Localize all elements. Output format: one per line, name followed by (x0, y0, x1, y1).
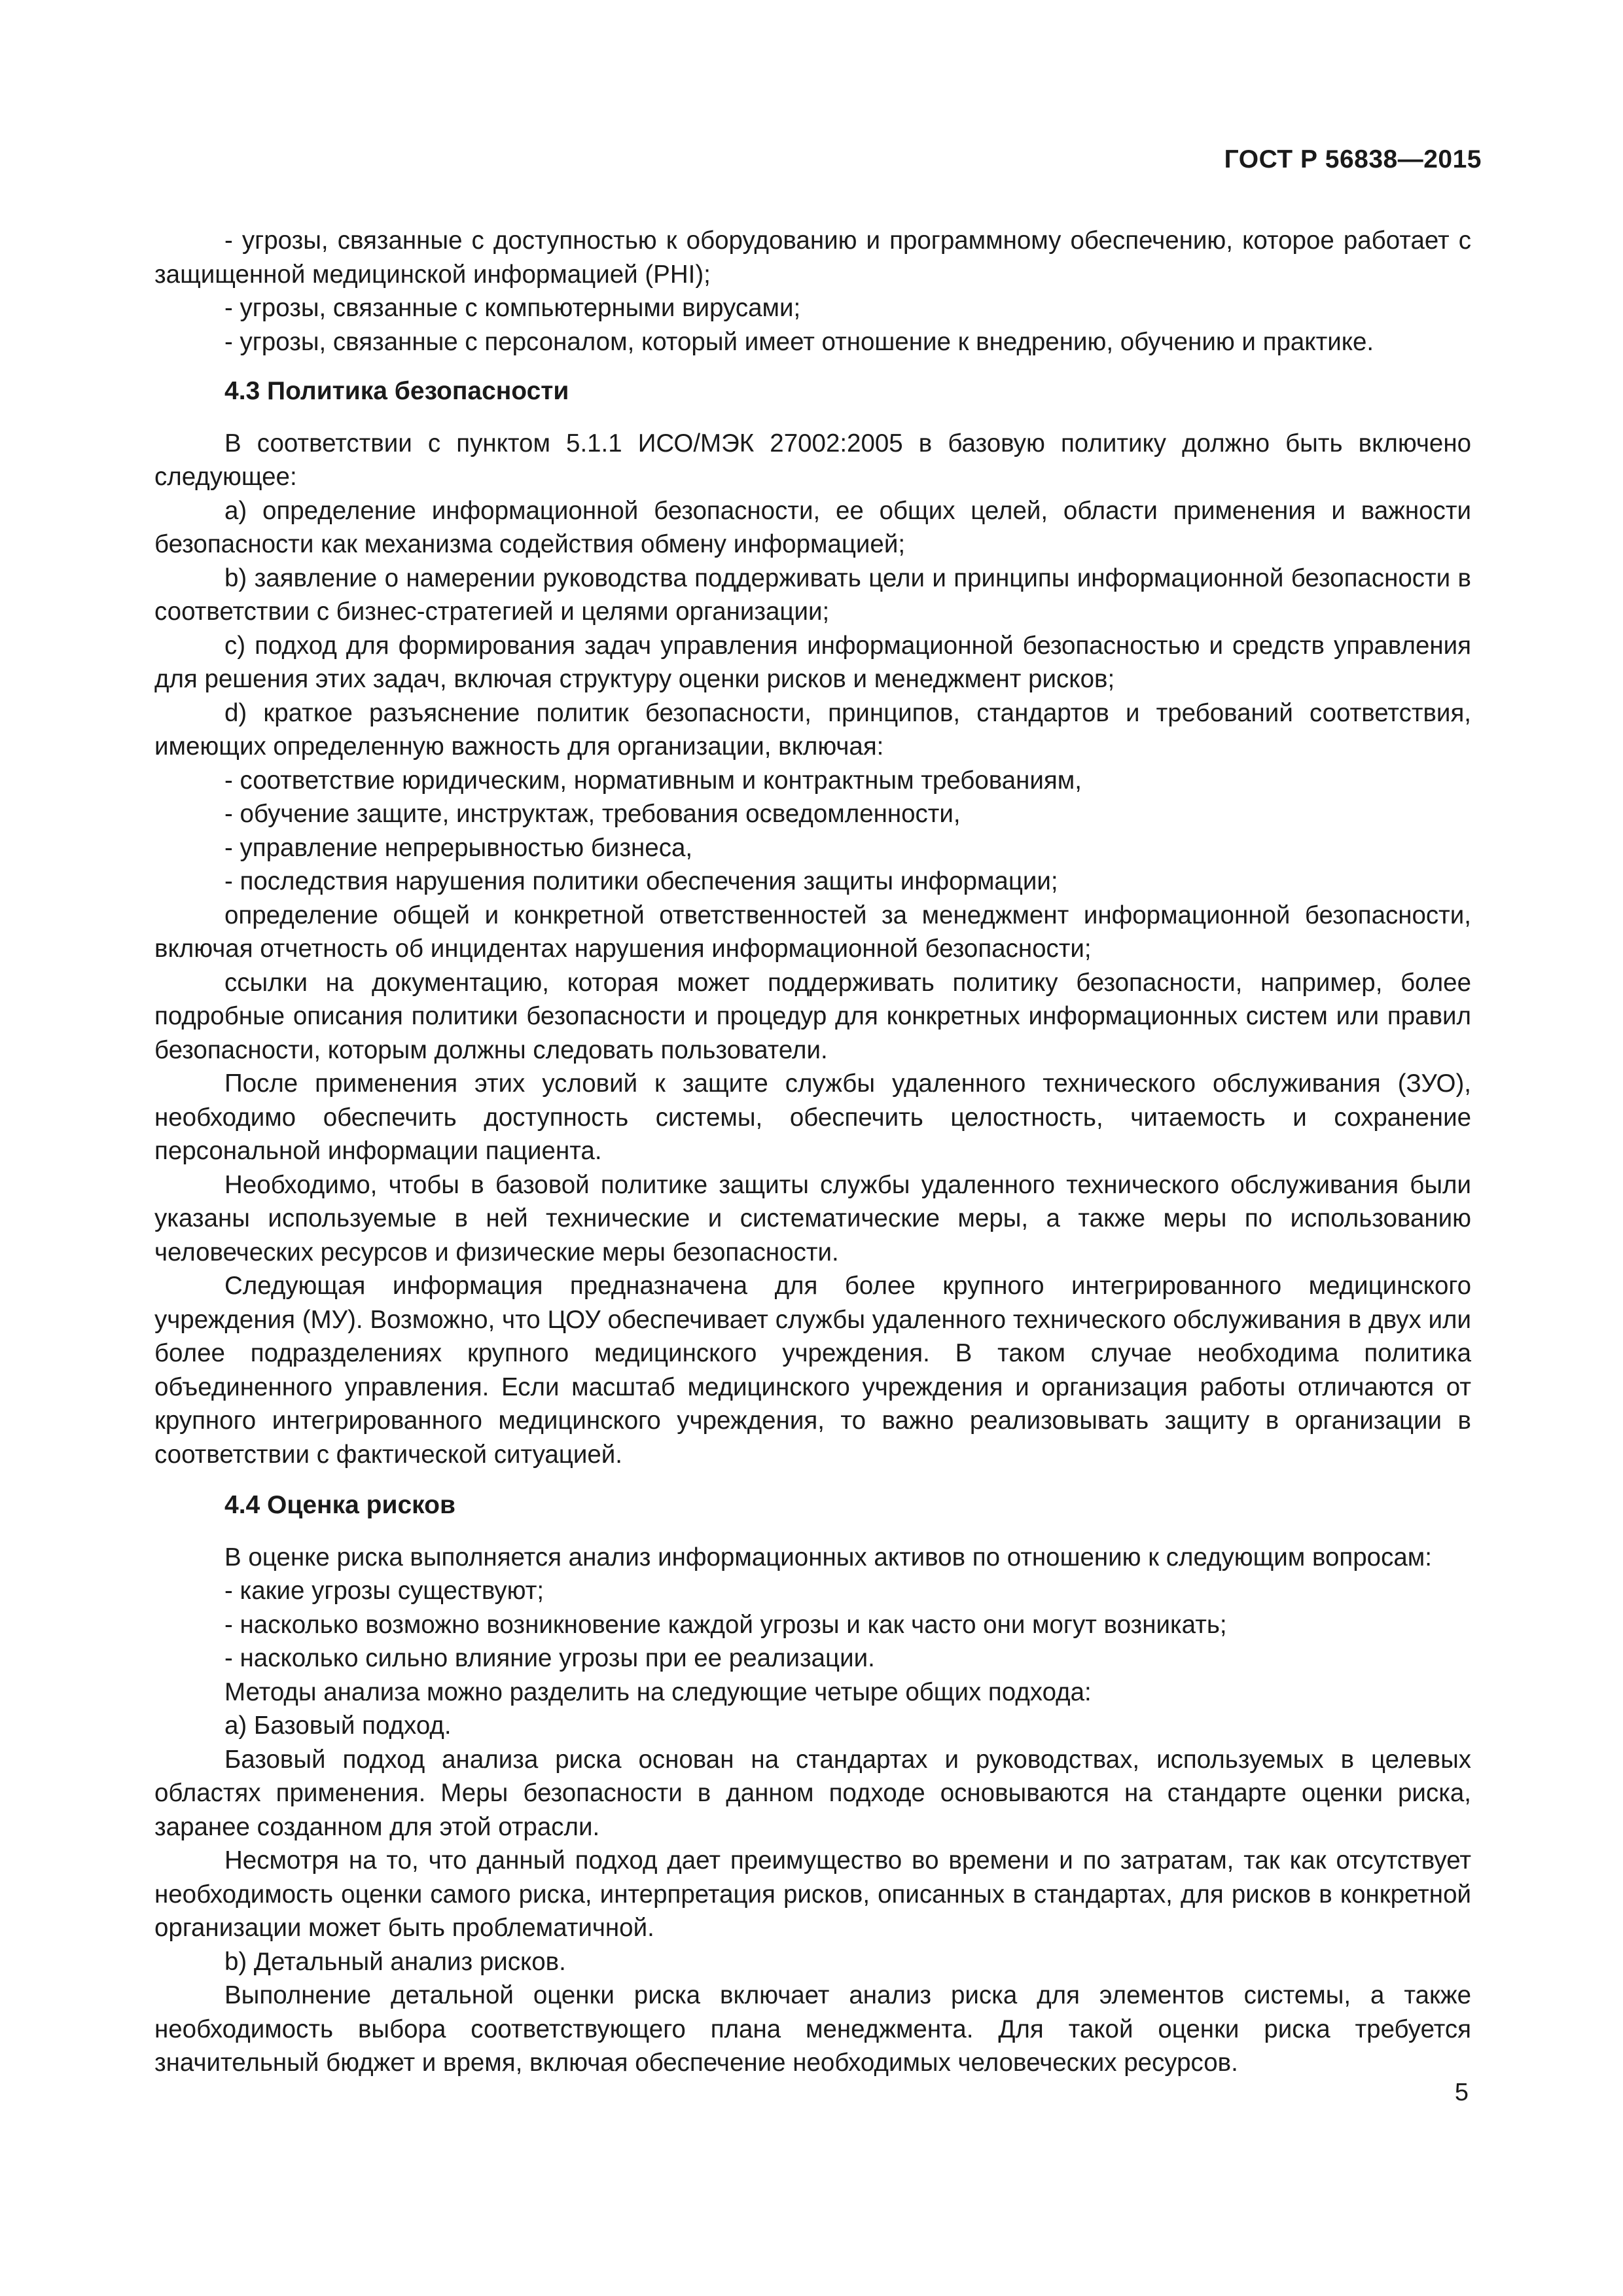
intro-bullet: - угрозы, связанные с доступностью к оборудованию и программному обеспечению, которое работает с защищенной медицинской информацией (PHI); (154, 226, 1471, 289)
page-number: 5 (1454, 2079, 1469, 2106)
list-item-a: а) Базовый подход. (224, 1712, 452, 1740)
paragraph: В соответствии с пунктом 5.1.1 ИСО/МЭК 27002:2005 в базовую политику должно быть включено следующее: (154, 429, 1471, 491)
paragraph: Несмотря на то, что данный подход дает преимущество во времени и по затратам, так как отсутствует необходимость оценки самого риска, интерпретация рисков, описанных в стандартах, для рисков в конкретной организации может быть проблематичной. (154, 1846, 1471, 1942)
bullet-item: - насколько сильно влияние угрозы при ее реализации. (224, 1644, 875, 1672)
bullet-item: - соответствие юридическим, нормативным и контрактным требованиям, (224, 766, 1082, 795)
paragraph: Следующая информация предназначена для более крупного интегрированного медицинского учреждения (МУ). Возможно, что ЦОУ обеспечивает службы удаленного технического обслуживания в двух или более подразделениях крупного медицинского учреждения. В таком случае необходима политика объединенного управления. Если масштаб медицинского учреждения и организация работы отличаются от крупного интегрированного медицинского учреждения, то важно реализовывать защиту в организации в соответствии с фактической ситуацией. (154, 1272, 1471, 1469)
paragraph: После применения этих условий к защите службы удаленного технического обслуживания (ЗУО), необходимо обеспечить доступность системы, обеспечить целостность, читаемость и сохранение персональной информации пациента. (154, 1069, 1471, 1165)
list-item-b: b) заявление о намерении руководства поддерживать цели и принципы информационной безопасности в соответствии с бизнес-стратегией и целями организации; (154, 564, 1471, 626)
section-title-4-4: 4.4 Оценка рисков (224, 1491, 455, 1519)
paragraph: Необходимо, чтобы в базовой политике защиты службы удаленного технического обслуживания были указаны используемые в ней технические и систематические меры, а также меры по использованию человеческих ресурсов и физические меры безопасности. (154, 1170, 1471, 1266)
paragraph: В оценке риска выполняется анализ информационных активов по отношению к следующим вопросам: (224, 1543, 1432, 1571)
list-item-a: а) определение информационной безопасности, ее общих целей, области применения и важности безопасности как механизма содействия обмену информацией; (154, 496, 1471, 558)
section-title-4-3: 4.3 Политика безопасности (224, 377, 569, 405)
list-item-d: d) краткое разъяснение политик безопасности, принципов, стандартов и требований соответствия, имеющих определенную важность для организации, включая: (154, 698, 1471, 761)
paragraph: Базовый подход анализа риска основан на стандартах и руководствах, используемых в целевых областях применения. Меры безопасности в данном подходе основываются на стандарте оценки риска, заранее созданном для этой отрасли. (154, 1745, 1471, 1841)
paragraph: ссылки на документацию, которая может поддерживать политику безопасности, например, более подробные описания политики безопасности и процедур для конкретных информационных систем или правил безопасности, которым должны следовать пользователи. (154, 968, 1471, 1064)
paragraph: определение общей и конкретной ответственностей за менеджмент информационной безопасности, включая отчетность об инцидентах нарушения информационной безопасности; (154, 901, 1471, 963)
page-content (154, 224, 1471, 2080)
bullet-item: - насколько возможно возникновение каждой угрозы и как часто они могут возникать; (224, 1610, 1227, 1639)
bullet-item: - управление непрерывностью бизнеса, (224, 833, 693, 862)
paragraph: Методы анализа можно разделить на следующие четыре общих подхода: (224, 1677, 1092, 1706)
document-header: ГОСТ Р 56838—2015 (1224, 145, 1482, 173)
paragraph: Выполнение детальной оценки риска включает анализ риска для элементов системы, а также необходимость выбора соответствующего плана менеджмента. Для такой оценки риска требуется значительный бюджет и время, включая обеспечение необходимых человеческих ресурсов. (154, 1981, 1471, 2077)
bullet-item: - обучение защите, инструктаж, требования осведомленности, (224, 800, 961, 828)
intro-bullet: - угрозы, связанные с персоналом, который имеет отношение к внедрению, обучению и практике. (224, 327, 1374, 356)
bullet-item: - последствия нарушения политики обеспечения защиты информации; (224, 867, 1058, 895)
intro-bullet: - угрозы, связанные с компьютерными вирусами; (224, 294, 801, 322)
list-item-b: b) Детальный анализ рисков. (224, 1947, 566, 1976)
list-item-c: c) подход для формирования задач управления информационной безопасностью и средств управления для решения этих задач, включая структуру оценки рисков и менеджмент рисков; (154, 631, 1471, 693)
bullet-item: - какие угрозы существуют; (224, 1577, 544, 1605)
